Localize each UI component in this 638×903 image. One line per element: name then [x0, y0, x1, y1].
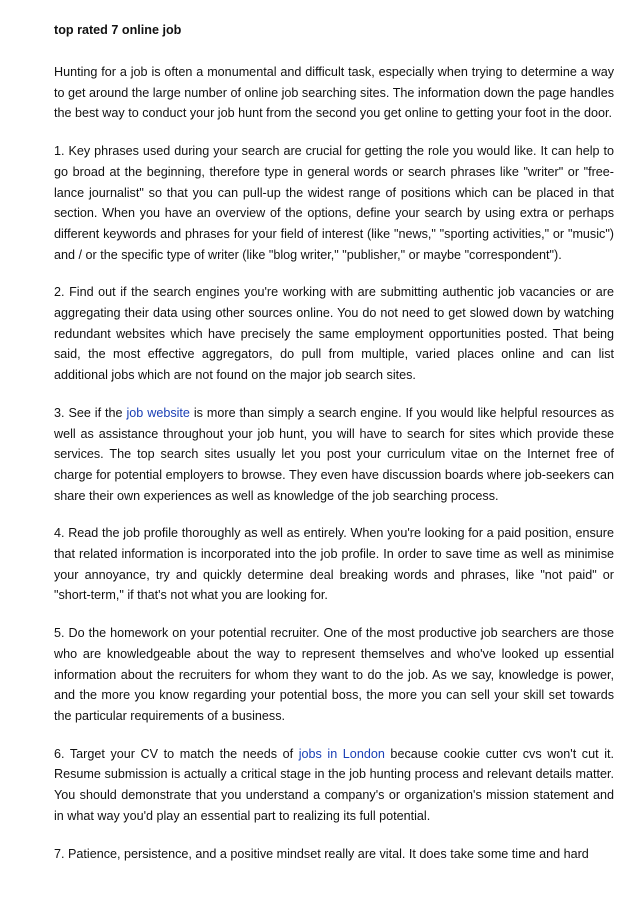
paragraph-3 [54, 403, 614, 507]
paragraph-2: 2. Find out if the search engines you're working with are submitting authentic job vacancies or are aggregating their data using other sources online. You do not need to get slowed down by watching redundant websites which have precisely the same employment opportunities posted. That being said, the most effective aggregators, do pull from multiple, varied places online and can list additional jobs which are not found on the major job search sites. [54, 285, 614, 383]
paragraph-5: 5. Do the homework on your potential recruiter. One of the most productive job searchers are those who are knowledgeable about the way to represent themselves and who've looked up essential information about the recruiters for whom they want to do the job. As we say, knowledge is power, and the more you know regarding your potential boss, the more you can sell your skill set towards the particular requirements of a business. [54, 626, 614, 723]
jobs-in-london-link[interactable]: jobs in London [298, 746, 385, 761]
paragraph-6-text-before: 6. Target your CV to match the needs of [54, 746, 299, 761]
document-title: top rated 7 online job [54, 23, 182, 37]
paragraph-6-text-after: because cookie cutter cvs won't cut it. Resume submission is actually a critical stage in the job hunting process and relevant details matter. You should demonstrate that you understand a company's or organization's mission statement and in what way you'd play an essential part to realizing its full potential. [54, 746, 614, 823]
document-page [54, 22, 614, 864]
paragraph-3-text-before: 3. See if the [54, 405, 127, 420]
paragraph-intro: Hunting for a job is often a monumental and difficult task, especially when trying to determine a way to get around the large number of online job searching sites. The information down the page handles the best way to conduct your job hunt from the second you get online to getting your foot in the door. [54, 65, 614, 121]
paragraph-3-text-after: is more than simply a search engine. If you would like helpful resources as well as assistance throughout your job hunt, you will have to search for sites which provide these services. The top search sites usually let you post your curriculum vitae on the Internet free of charge for potential employers to browse. They even have discussion boards where job-seekers can share their own experiences as well as knowledge of the job searching process. [54, 405, 614, 503]
paragraph-4: 4. Read the job profile thoroughly as well as entirely. When you're looking for a paid position, ensure that related information is incorporated into the job profile. In order to save time as well as minimise your annoyance, try and quickly determine deal breaking words and phrases, like "not paid" or "short-term," if that's not what you are looking for. [54, 526, 614, 603]
job-website-link[interactable]: job website [126, 405, 190, 420]
paragraph-6 [54, 744, 614, 827]
paragraph-7: 7. Patience, persistence, and a positive mindset really are vital. It does take some time and hard [54, 846, 589, 861]
paragraph-1: 1. Key phrases used during your search are crucial for getting the role you would like. It can help to go broad at the beginning, therefore type in general words or search phrases like "writer" or "free-lance journalist" so that you can pull-up the widest range of positions which can be placed in that section. When you have an overview of the options, define your search by using extra or perhaps different keywords and phrases for your field of interest (like "news," "sporting activities," or "music") and / or the specific type of writer (like "blog writer," "publisher," or maybe "correspondent"). [54, 144, 614, 262]
